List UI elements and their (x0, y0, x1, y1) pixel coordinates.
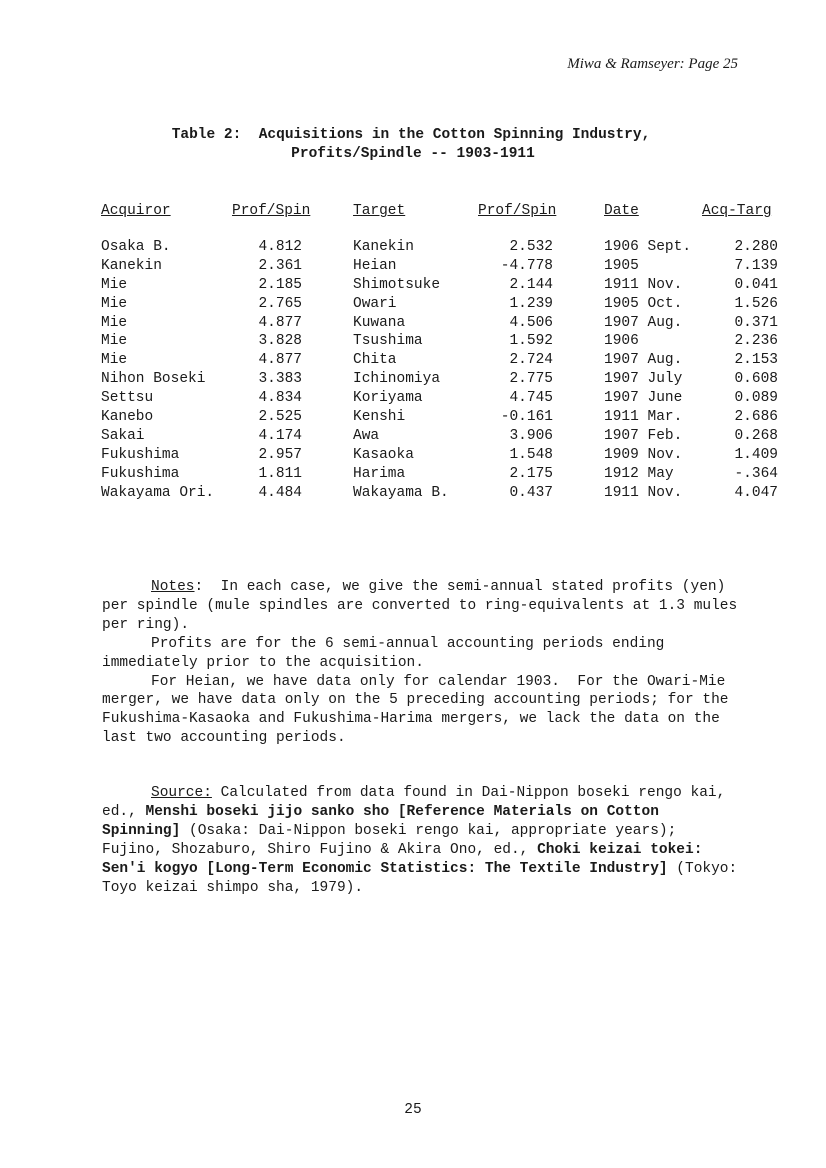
column-header-target: Target (353, 203, 406, 219)
cell-date: 1907 Feb. (604, 427, 683, 444)
cell-target-prof-spin: -0.161 (500, 409, 553, 426)
column-header-acquiror-prof-spin: Prof/Spin (232, 203, 311, 219)
cell-acquiror: Mie (101, 333, 128, 350)
cell-acquiror: Fukushima (101, 446, 180, 463)
cell-date: 1907 July (604, 371, 683, 388)
cell-target-prof-spin: 2.175 (509, 465, 553, 482)
cell-acq-targ: 0.608 (734, 371, 778, 388)
cell-acquiror: Wakayama Ori. (101, 484, 215, 501)
cell-acquiror: Mie (101, 295, 128, 312)
cell-date: 1907 Aug. (604, 314, 683, 331)
cell-acquiror-prof-spin: 2.361 (258, 257, 302, 274)
cell-acq-targ: 2.153 (734, 352, 778, 369)
cell-acquiror-prof-spin: 2.765 (258, 295, 302, 312)
cell-acq-targ: 4.047 (734, 484, 778, 501)
table-row (0, 352, 826, 371)
table-row (0, 466, 826, 485)
notes-text-3: For Heian, we have data only for calendar 1903. For the Owari-Mie merger, we have data only on the 5 preceding accounting periods; for the Fukushima-Kasaoka and Fukushima-Harima mergers, we lack the data on the last two accounting periods. (102, 673, 738, 747)
cell-acquiror: Mie (101, 352, 128, 369)
cell-target: Wakayama B. (353, 484, 449, 501)
table-row (0, 447, 826, 466)
cell-acquiror: Mie (101, 276, 128, 293)
cell-target-prof-spin: 4.506 (509, 314, 553, 331)
cell-target-prof-spin: 1.239 (509, 295, 553, 312)
cell-target-prof-spin: 4.745 (509, 390, 553, 407)
column-header-target-prof-spin: Prof/Spin (478, 203, 557, 219)
table-row (0, 428, 826, 447)
source (102, 784, 742, 897)
table-title-line-1: Table 2: Acquisitions in the Cotton Spinning Industry, (171, 127, 651, 143)
source-paragraph (102, 784, 742, 897)
cell-acquiror-prof-spin: 4.484 (258, 484, 302, 501)
cell-date: 1911 Mar. (604, 409, 683, 426)
cell-target-prof-spin: 2.144 (509, 276, 553, 293)
notes-paragraph-2 (102, 635, 742, 673)
table-row (0, 390, 826, 409)
notes-paragraph-3 (102, 673, 742, 749)
table-row (0, 333, 826, 352)
cell-target: Kanekin (353, 239, 414, 255)
source-text-3: (Tokyo: Toyo keizai shimpo sha, 1979). (102, 860, 738, 896)
table-row (0, 277, 826, 296)
column-header-acq-targ: Acq-Targ (702, 203, 772, 219)
column-header-date: Date (604, 203, 639, 219)
source-label: Source: (151, 785, 212, 801)
cell-date: 1907 June (604, 390, 683, 407)
table-row (0, 485, 826, 504)
cell-acq-targ: -.364 (734, 465, 778, 482)
cell-acquiror: Nihon Boseki (101, 371, 206, 388)
notes-paragraph-1 (102, 578, 746, 635)
source-title-1: Menshi boseki jijo sanko sho [Reference Materials on Cotton Spinning] (102, 803, 659, 839)
cell-target-prof-spin: 2.724 (509, 352, 553, 369)
cell-target: Awa (353, 427, 380, 444)
cell-target-prof-spin: 3.906 (509, 427, 553, 444)
cell-target: Ichinomiya (353, 371, 441, 388)
cell-target: Kuwana (353, 314, 406, 331)
cell-target: Chita (353, 352, 397, 369)
cell-target: Kenshi (353, 409, 406, 426)
cell-date: 1906 Sept. (604, 239, 692, 255)
cell-acquiror: Kanekin (101, 257, 162, 274)
cell-acquiror-prof-spin: 4.877 (258, 352, 302, 369)
cell-acquiror-prof-spin: 3.383 (258, 371, 302, 388)
source-title-2: Choki keizai tokei: Sen'i kogyo [Long-Term Economic Statistics: The Textile Industry] (102, 841, 703, 877)
cell-acq-targ: 0.268 (734, 427, 778, 444)
cell-target: Kasaoka (353, 446, 414, 463)
source-text-2: (Osaka: Dai-Nippon boseki rengo kai, appropriate years); Fujino, Shozaburo, Shiro Fujino & Akira Ono, ed., (102, 822, 677, 858)
table-title-line-2: Profits/Spindle -- 1903-1911 (291, 146, 535, 162)
notes-label: Notes (151, 579, 195, 595)
cell-date: 1905 (604, 257, 639, 274)
cell-target: Koriyama (353, 390, 423, 407)
table-row (0, 371, 826, 390)
notes (102, 578, 746, 748)
notes-text-2: Profits are for the 6 semi-annual accounting periods ending immediately prior to the acquisition. (102, 635, 674, 671)
cell-acq-targ: 0.089 (734, 390, 778, 407)
table-row (0, 296, 826, 315)
cell-target: Shimotsuke (353, 276, 441, 293)
cell-acquiror: Settsu (101, 390, 154, 407)
source-text-1: Calculated from data found in Dai-Nippon boseki rengo kai, ed., (102, 785, 726, 820)
cell-acquiror-prof-spin: 3.828 (258, 333, 302, 350)
cell-target: Tsushima (353, 333, 423, 350)
cell-acquiror: Kanebo (101, 409, 154, 426)
cell-target-prof-spin: -4.778 (500, 257, 553, 274)
cell-acquiror-prof-spin: 2.957 (258, 446, 302, 463)
table-row (0, 409, 826, 428)
cell-acq-targ: 1.409 (734, 446, 778, 463)
cell-target-prof-spin: 1.592 (509, 333, 553, 350)
cell-acq-targ: 2.686 (734, 409, 778, 426)
cell-date: 1912 May (604, 465, 674, 482)
cell-acquiror-prof-spin: 2.525 (258, 409, 302, 426)
running-header: Miwa & Ramseyer: Page 25 (567, 56, 738, 72)
table-body (0, 239, 826, 503)
cell-acquiror-prof-spin: 1.811 (258, 465, 302, 482)
cell-acquiror-prof-spin: 4.877 (258, 314, 302, 331)
table-row (0, 258, 826, 277)
cell-target: Harima (353, 465, 406, 482)
cell-acq-targ: 2.280 (734, 239, 778, 255)
cell-acq-targ: 1.526 (734, 295, 778, 312)
cell-acq-targ: 7.139 (734, 257, 778, 274)
notes-text-1: : In each case, we give the semi-annual stated profits (yen) per spindle (mule spindles are converted to ring-equivalents at 1.3 mules per ring). (102, 579, 746, 633)
cell-acquiror-prof-spin: 4.834 (258, 390, 302, 407)
cell-target-prof-spin: 2.775 (509, 371, 553, 388)
cell-target-prof-spin: 0.437 (509, 484, 553, 501)
cell-acquiror: Mie (101, 314, 128, 331)
cell-target: Heian (353, 257, 397, 274)
cell-acq-targ: 0.371 (734, 314, 778, 331)
cell-target-prof-spin: 2.532 (509, 239, 553, 255)
cell-date: 1907 Aug. (604, 352, 683, 369)
table-row (0, 315, 826, 334)
cell-acquiror-prof-spin: 4.812 (258, 239, 302, 255)
cell-date: 1911 Nov. (604, 484, 683, 501)
table-row (0, 239, 826, 258)
page-number: 25 (404, 1102, 422, 1118)
cell-date: 1911 Nov. (604, 276, 683, 293)
cell-date: 1909 Nov. (604, 446, 683, 463)
cell-target-prof-spin: 1.548 (509, 446, 553, 463)
cell-acq-targ: 0.041 (734, 276, 778, 293)
table-title (0, 126, 826, 164)
column-header-acquiror: Acquiror (101, 203, 171, 219)
cell-acquiror-prof-spin: 4.174 (258, 427, 302, 444)
cell-target: Owari (353, 295, 397, 312)
cell-acquiror-prof-spin: 2.185 (258, 276, 302, 293)
cell-acquiror: Fukushima (101, 465, 180, 482)
cell-acquiror: Osaka B. (101, 239, 171, 255)
cell-acquiror: Sakai (101, 427, 145, 444)
cell-date: 1905 Oct. (604, 295, 683, 312)
cell-date: 1906 (604, 333, 639, 350)
cell-acq-targ: 2.236 (734, 333, 778, 350)
